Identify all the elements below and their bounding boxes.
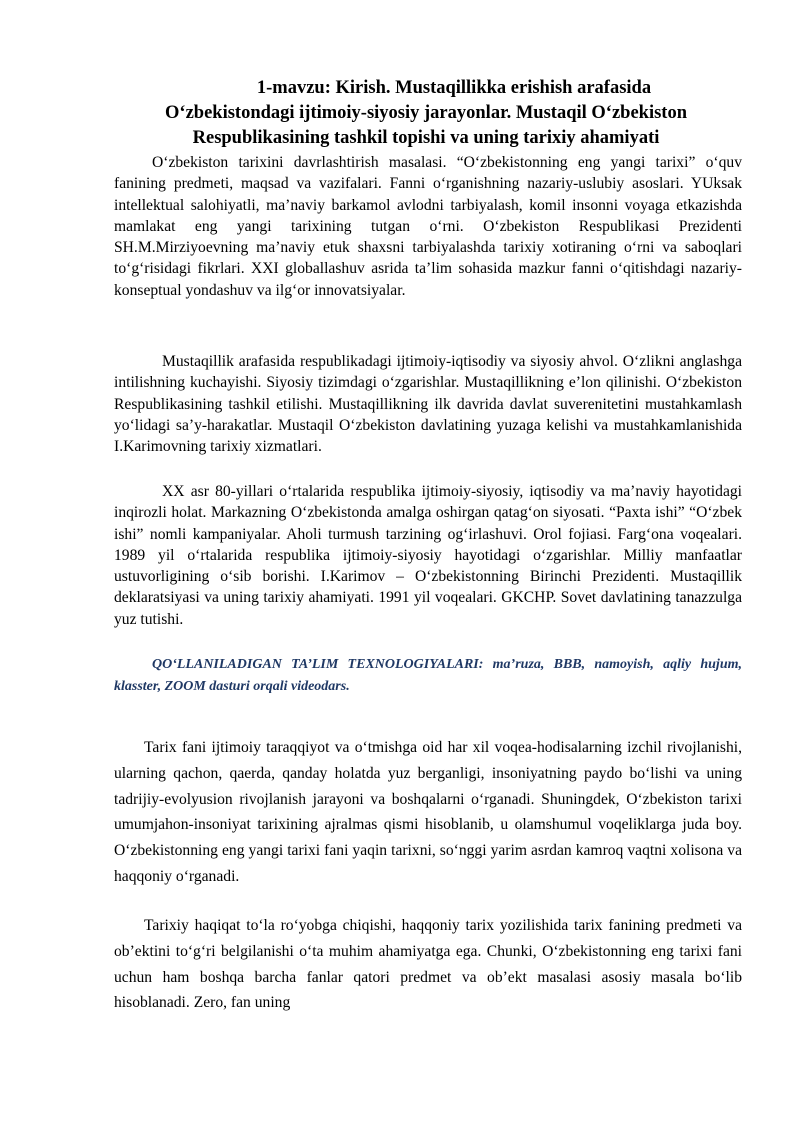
title-line-3: Respublikasining tashkil topishi va uning tarixiy ahamiyati (192, 128, 660, 148)
history-science-paragraph: Tarix fani ijtimoiy taraqqiyot va o‘tmishga oid har xil voqea-hodisalarning izchil rivojlanishi, ularning qachon, qaerda, qanday holatda yuz berganligi, insoniyatning paydo bo‘lishi va uning tadrijiy-evolyusion rivojlanish jarayoni va boshqalarni o‘rganadi. Shuningdek, O‘zbekiston tarixi umumjahon-insoniyat tarixining ajralmas qismi hisoblanib, u olamshumul voqeliklarga juda boy. O‘zbekistonning eng yangi tarixi fani yaqin tarixni, so‘nggi yarim asrdan kamroq vaqtni xolisona va haqqoniy o‘rganadi. (114, 739, 742, 885)
teaching-technologies-note: QO‘LLANILADIGAN TA’LIM TEXNOLOGIYALARI: ma’ruza, BBB, namoyish, aqliy hujum, klasster, ZOOM dasturi orqali videodars. (114, 657, 742, 694)
independence-eve-paragraph: Mustaqillik arafasida respublikadagi ijtimoiy-iqtisodiy va siyosiy ahvol. O‘zlikni anglashga intilishning kuchayishi. Siyosiy tizimdagi o‘zgarishlar. Mustaqillikning e’lon qilinishi. O‘zbekiston Respublikasining tashkil etilishi. Mustaqillikning ilk davrida davlat suverenitetini mustahkamlash yo‘lidagi sa’y-harakatlar. Mustaqil O‘zbekiston davlatining yuzaga kelishi va mustahkamlanishida I.Karimovning tarixiy xizmatlari. (114, 353, 742, 456)
title-line-1: 1-mavzu: Kirish. Mustaqillikka erishish arafasida (256, 78, 652, 98)
topic-overview-paragraph: O‘zbekiston tarixini davrlashtirish masalasi. “O‘zbekistonning eng yangi tarixi” o‘quv fanining predmeti, maqsad va vazifalari. Fanni o‘rganishning nazariy-uslubiy asoslari. YUksak intellektual salohiyatli, ma’naviy barkamol avlodni tarbiyalash, komil insonni voyaga etkazishda mamlakat eng yangi tarixining tutgan o‘rni. O‘zbekiston Respublikasi Prezidenti SH.M.Mirziyoevning ma’naviy etuk shaxsni tarbiyalashda tarixiy xotiraning o‘rni va saboqlari to‘g‘risidagi fikrlari. XXI globallashuv asrida ta’lim sohasida mazkur fanni o‘qitishdagi nazariy-konseptual yondashuv va ilg‘or innovatsiyalar. (114, 154, 742, 299)
lecture-title (110, 76, 742, 151)
title-line-2: O‘zbekistondagi ijtimoiy-siyosiy jarayonlar. Mustaqil O‘zbekiston (165, 103, 687, 123)
historical-truth-paragraph: Tarixiy haqiqat to‘la ro‘yobga chiqishi, haqqoniy tarix yozilishida tarix fanining predmeti va ob’ektini to‘g‘ri belgilanishi o‘ta muhim ahamiyatga ega. Chunki, O‘zbekistonning eng tarixi fani uchun ham boshqa barcha fanlar qatori predmet va ob’ekt masalasi asosiy masala bo‘lib hisoblanadi. Zero, fan uning (114, 917, 742, 1012)
crisis-1980s-paragraph: XX asr 80-yillari o‘rtalarida respublika ijtimoiy-siyosiy, iqtisodiy va ma’naviy hayotidagi inqirozli holat. Markazning O‘zbekistonda amalga oshirgan qatag‘on siyosati. “Paxta ishi” “O‘zbek ishi” nomli kampaniyalar. Aholi turmush tarzining og‘irlashuvi. Orol fojiasi. Farg‘ona voqealari. 1989 yil o‘rtalarida respublika ijtimoiy-siyosiy hayotidagi o‘zgarishlar. Milliy manfaatlar ustuvorligining o‘sib borishi. I.Karimov – O‘zbekistonning Birinchi Prezidenti. Mustaqillik deklaratsiyasi va uning tarixiy ahamiyati. 1991 yil voqealari. GKCHP. Sovet davlatining tanazzulga yuz tutishi. (114, 483, 742, 628)
